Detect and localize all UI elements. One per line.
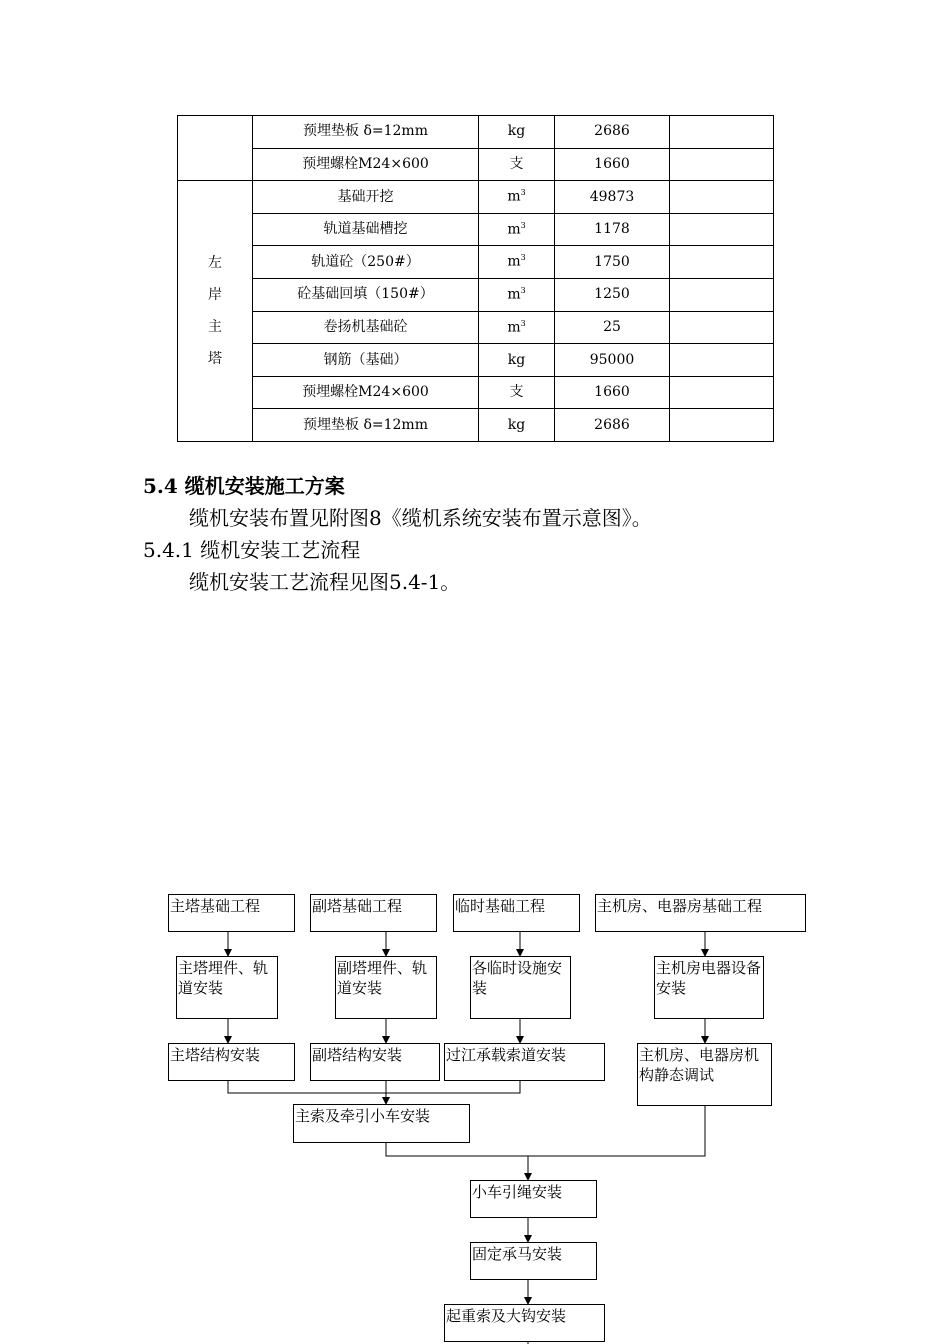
table-cell-qty: 1660 bbox=[555, 376, 670, 409]
table-cell-unit: kg bbox=[479, 409, 555, 442]
table-cell-qty: 2686 bbox=[555, 409, 670, 442]
flow-box-river-crossing-cable: 过江承载索道安装 bbox=[444, 1043, 605, 1081]
group-char: 塔 bbox=[208, 351, 222, 368]
merge-line bbox=[228, 1081, 520, 1093]
group-char: 左 bbox=[208, 255, 222, 272]
flow-box-machine-room-foundation: 主机房、电器房基础工程 bbox=[595, 894, 806, 932]
table-cell-item: 基础开挖 bbox=[253, 181, 479, 214]
table-cell-unit: $m^3$ bbox=[479, 246, 555, 279]
flow-box-main-cable-trolley: 主索及牵引小车安装 bbox=[293, 1104, 470, 1143]
flow-box-main-tower-embedded-parts: 主塔埋件、轨道安装 bbox=[176, 956, 278, 1019]
table-cell-qty: 1250 bbox=[555, 278, 670, 311]
table-cell-unit: $m^3$ bbox=[479, 213, 555, 246]
table-cell-unit: 支 bbox=[479, 148, 555, 181]
paragraph-flow-reference: 缆机安装工艺流程见图5.4-1。 bbox=[189, 570, 461, 594]
table-cell-qty: 25 bbox=[555, 311, 670, 344]
table-cell-item: 轨道砼（250#） bbox=[253, 246, 479, 279]
flow-box-static-commissioning: 主机房、电器房机构静态调试 bbox=[637, 1043, 772, 1106]
paragraph-layout-reference: 缆机安装布置见附图8《缆机系统安装布置示意图》。 bbox=[189, 506, 652, 530]
flow-box-main-tower-foundation: 主塔基础工程 bbox=[168, 894, 295, 932]
table-cell-item: 轨道基础槽挖 bbox=[253, 213, 479, 246]
table-cell-item: 预埋垫板 δ=12mm bbox=[253, 116, 479, 149]
table-cell-unit: 支 bbox=[479, 376, 555, 409]
flow-box-machine-room-equipment: 主机房电器设备安装 bbox=[654, 956, 764, 1019]
group-char: 主 bbox=[208, 319, 222, 336]
table-cell-item: 钢筋（基础） bbox=[253, 344, 479, 377]
table-cell-unit: $m^3$ bbox=[479, 311, 555, 344]
table-cell-qty: 2686 bbox=[555, 116, 670, 149]
table-cell-item: 砼基础回填（150#） bbox=[253, 278, 479, 311]
flow-box-trolley-rope: 小车引绳安装 bbox=[470, 1180, 597, 1218]
table-cell-qty: 1178 bbox=[555, 213, 670, 246]
table-cell-qty: 1750 bbox=[555, 246, 670, 279]
flow-box-temporary-facilities: 各临时设施安装 bbox=[470, 956, 571, 1019]
table-cell-qty: 1660 bbox=[555, 148, 670, 181]
table-cell-unit: $m^3$ bbox=[479, 181, 555, 214]
table-cell-item: 预埋垫板 δ=12mm bbox=[253, 409, 479, 442]
flow-box-main-tower-structure: 主塔结构安装 bbox=[168, 1043, 295, 1081]
table-cell-qty: 95000 bbox=[555, 344, 670, 377]
table-cell-item: 预埋螺栓M24×600 bbox=[253, 148, 479, 181]
table-cell-item: 卷扬机基础砼 bbox=[253, 311, 479, 344]
table-cell-unit: $m^3$ bbox=[479, 278, 555, 311]
flow-box-temporary-foundation: 临时基础工程 bbox=[453, 894, 580, 932]
table-cell-item: 预埋螺栓M24×600 bbox=[253, 376, 479, 409]
flow-box-aux-tower-embedded-parts: 副塔埋件、轨道安装 bbox=[335, 956, 437, 1019]
flow-box-fixed-carrier: 固定承马安装 bbox=[470, 1242, 597, 1280]
table-cell-unit: kg bbox=[479, 344, 555, 377]
section-heading: 5.4 缆机安装施工方案 bbox=[143, 474, 345, 498]
subsection-heading: 5.4.1 缆机安装工艺流程 bbox=[143, 538, 361, 562]
table-cell-unit: kg bbox=[479, 116, 555, 149]
flow-box-hoist-rope-hook: 起重索及大钩安装 bbox=[444, 1304, 605, 1342]
group-char: 岸 bbox=[208, 287, 222, 304]
flow-box-aux-tower-structure: 副塔结构安装 bbox=[310, 1043, 440, 1081]
table-cell-qty: 49873 bbox=[555, 181, 670, 214]
flow-box-aux-tower-foundation: 副塔基础工程 bbox=[310, 894, 437, 932]
